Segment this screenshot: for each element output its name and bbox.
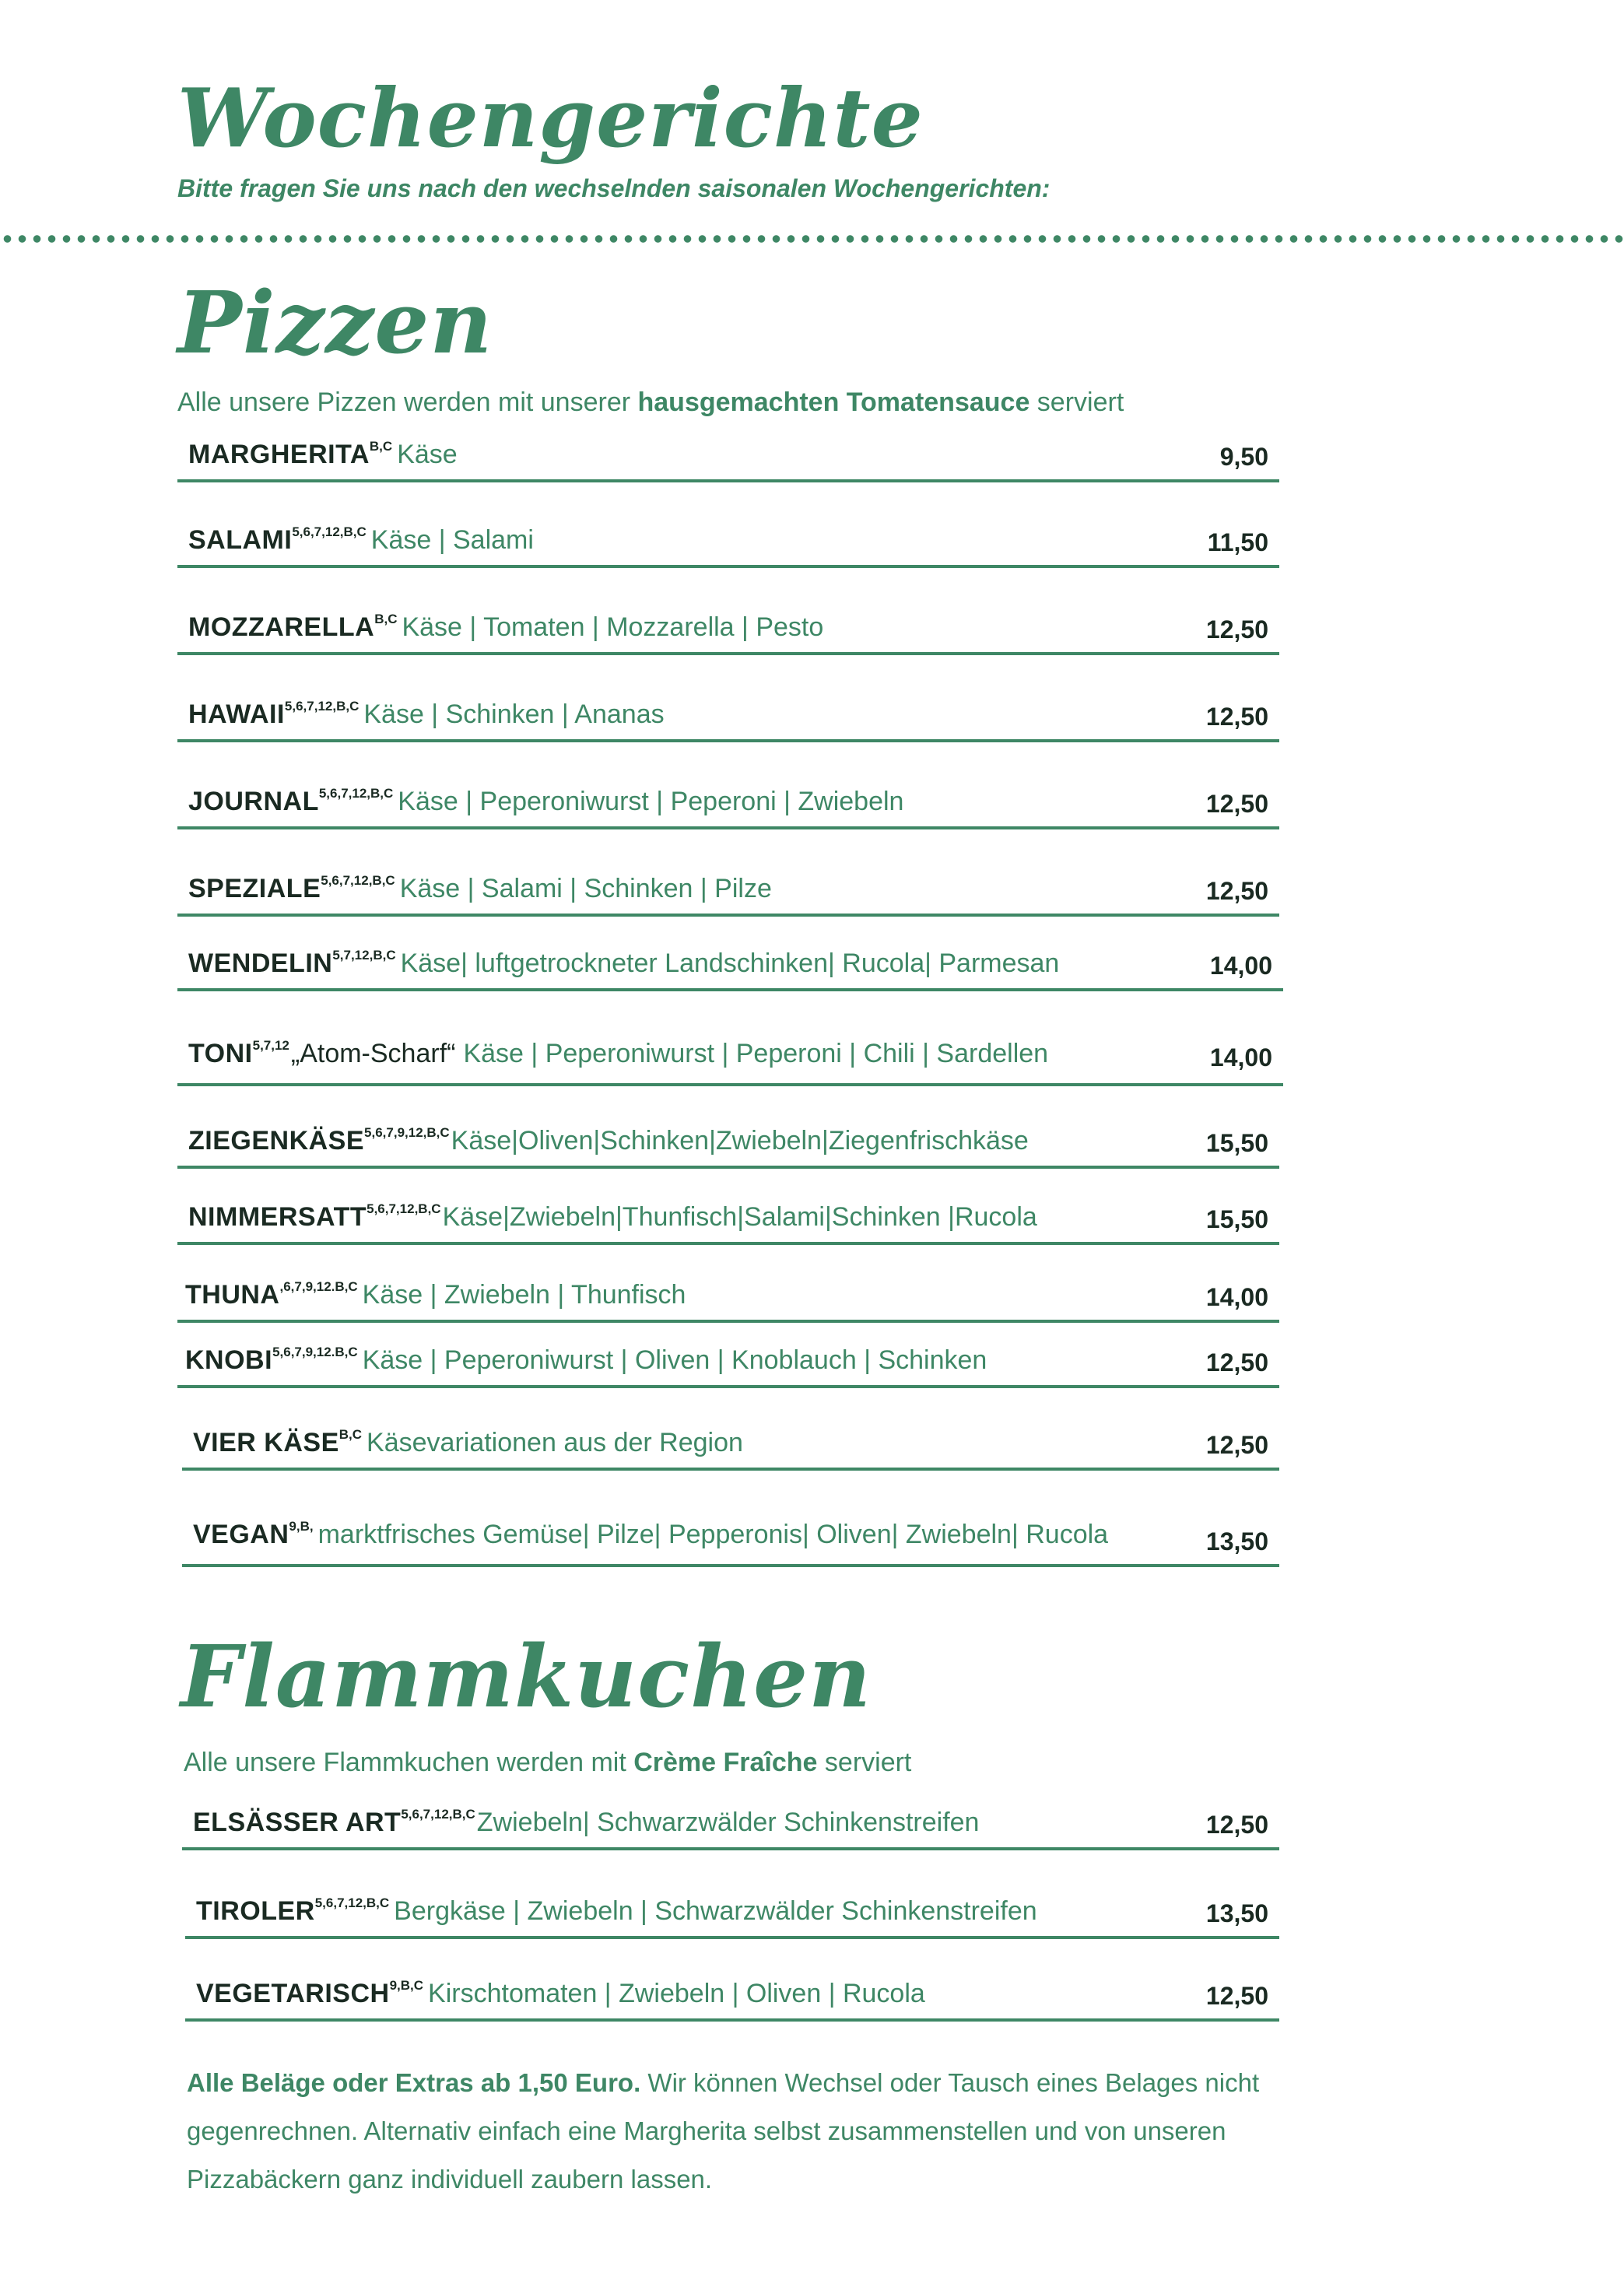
pizzen-intro-post: serviert (1029, 388, 1124, 417)
item-name: HAWAII (188, 700, 285, 729)
item-description: marktfrisches Gemüse| Pilze| Pepperonis| Oliven| Zwiebeln| Rucola (317, 1520, 1109, 1549)
item-allergens: ,6,7,9,12.B,C (279, 1279, 358, 1294)
item-description: Käse | Peperoniwurst | Peperoni | Chili | Sardellen (463, 1039, 1049, 1068)
item-name: TONI (188, 1039, 253, 1068)
item-price: 12,50 (1205, 1431, 1268, 1459)
item-allergens: 5,7,12,B,C (332, 948, 396, 963)
item-price: 12,50 (1205, 1811, 1268, 1839)
footer-note (187, 2059, 1307, 2204)
item-allergens: 5,6,7,12,B,C (314, 1895, 390, 1910)
flammkuchen-intro-post: serviert (817, 1748, 912, 1777)
pizzen-title: Pizzen (177, 272, 493, 373)
item-price: 9,50 (1219, 443, 1268, 471)
item-price: 15,50 (1205, 1129, 1268, 1157)
flammkuchen-intro-pre: Alle unsere Flammkuchen werden mit (184, 1748, 634, 1777)
item-description: Käse| luftgetrockneter Landschinken| Rucola| Parmesan (400, 949, 1060, 978)
item-name: ZIEGENKÄSE (188, 1126, 365, 1156)
item-name: ELSÄSSER ART (193, 1808, 402, 1837)
item-nickname: „Atom-Scharf“ (290, 1039, 456, 1068)
pizza-item (177, 1183, 1279, 1245)
item-description: Kirschtomaten | Zwiebeln | Oliven | Rucola (428, 1979, 925, 2008)
item-price: 12,50 (1205, 790, 1268, 818)
pizza-item (177, 929, 1283, 991)
pizza-item (177, 1105, 1279, 1169)
item-name: MOZZARELLA (188, 612, 375, 642)
pizza-item (177, 763, 1279, 829)
pizzen-intro-bold: hausgemachten Tomatensauce (637, 388, 1030, 417)
item-name: TIROLER (196, 1896, 315, 1926)
item-description: Zwiebeln| Schwarzwälder Schinkenstreifen (476, 1808, 980, 1837)
item-allergens: 5,7,12 (252, 1038, 289, 1053)
item-name: VEGAN (193, 1520, 289, 1549)
pizza-item (182, 1494, 1279, 1567)
item-name: JOURNAL (188, 787, 319, 816)
pizza-item (177, 1332, 1279, 1388)
item-price: 13,50 (1205, 1527, 1268, 1555)
item-allergens: 5,6,7,12,B,C (321, 873, 395, 888)
item-allergens: 9,B,C (389, 1978, 424, 1993)
item-name: NIMMERSATT (188, 1202, 367, 1232)
item-description: Bergkäse | Zwiebeln | Schwarzwälder Schinkenstreifen (394, 1896, 1037, 1926)
item-price: 13,50 (1205, 1899, 1268, 1927)
flammkuchen-item (185, 1956, 1279, 2022)
weekly-subtitle: Bitte fragen Sie uns nach den wechselnden saisonalen Wochengerichten: (177, 174, 1051, 202)
pizza-item (177, 1012, 1283, 1086)
item-price: 12,50 (1205, 877, 1268, 905)
item-price: 14,00 (1209, 952, 1272, 980)
pizza-item (177, 588, 1279, 655)
pizza-item (177, 420, 1279, 482)
item-name: THUNA (185, 1280, 280, 1310)
weekly-title: Wochengerichte (177, 70, 924, 166)
footer-text: Wir können Wechsel oder Tausch eines Belages nicht gegenrechnen. Alternativ einfach eine Margherita selbst zusammenstellen und von unseren Pizzabäckern ganz individuell zaubern lassen. (187, 2068, 1260, 2194)
item-price: 15,50 (1205, 1205, 1268, 1233)
item-price: 14,00 (1209, 1043, 1272, 1071)
flammkuchen-intro (184, 1748, 911, 1778)
item-price: 12,50 (1205, 615, 1268, 644)
item-allergens: B,C (374, 612, 398, 626)
pizza-item (177, 1259, 1279, 1323)
dotted-divider (0, 233, 1624, 244)
item-description: Käse | Peperoniwurst | Peperoni | Zwiebeln (398, 787, 904, 816)
pizza-item (182, 1407, 1279, 1471)
footer-bold: Alle Beläge oder Extras ab 1,50 Euro. (187, 2068, 641, 2097)
flammkuchen-item (182, 1787, 1279, 1850)
item-allergens: 5,6,7,12,B,C (401, 1807, 475, 1822)
item-description: Käse | Schinken | Ananas (363, 700, 665, 729)
item-description: Käse|Zwiebeln|Thunfisch|Salami|Schinken |Rucola (442, 1202, 1037, 1232)
item-description: Käse|Oliven|Schinken|Zwiebeln|Ziegenfrischkäse (451, 1126, 1029, 1156)
item-price: 11,50 (1207, 528, 1268, 556)
item-allergens: 5,6,7,9,12,B,C (364, 1125, 450, 1140)
pizzen-intro-pre: Alle unsere Pizzen werden mit unserer (177, 388, 638, 417)
item-price: 12,50 (1205, 1982, 1268, 2010)
item-description: Käse | Peperoniwurst | Oliven | Knoblauch | Schinken (362, 1345, 987, 1375)
item-name: MARGHERITA (188, 440, 370, 469)
item-allergens: 5,6,7,12,B,C (367, 1201, 441, 1216)
flammkuchen-intro-bold: Crème Fraîche (633, 1748, 818, 1777)
item-allergens: 5,6,7,12,B,C (284, 699, 360, 714)
pizzen-intro (177, 388, 1124, 418)
item-allergens: B,C (369, 439, 393, 454)
item-allergens: 9,B, (289, 1519, 314, 1534)
item-name: SALAMI (188, 525, 293, 555)
item-allergens: B,C (338, 1427, 363, 1442)
item-price: 14,00 (1205, 1283, 1268, 1311)
item-allergens: 5,6,7,9,12.B,C (272, 1345, 358, 1359)
item-description: Käse | Zwiebeln | Thunfisch (362, 1280, 686, 1310)
pizza-item (177, 503, 1279, 568)
item-description: Käsevariationen aus der Region (367, 1428, 743, 1457)
item-price: 12,50 (1205, 703, 1268, 731)
item-name: SPEZIALE (188, 874, 321, 903)
flammkuchen-title: Flammkuchen (181, 1626, 872, 1727)
item-name: KNOBI (185, 1345, 273, 1375)
flammkuchen-item (185, 1874, 1279, 1939)
item-description: Käse | Salami | Schinken | Pilze (399, 874, 772, 903)
pizza-item (177, 850, 1279, 917)
item-name: VEGETARISCH (196, 1979, 390, 2008)
item-name: VIER KÄSE (193, 1428, 339, 1457)
pizza-item (177, 675, 1279, 742)
item-price: 12,50 (1205, 1348, 1268, 1376)
item-description: Käse (397, 440, 458, 469)
item-description: Käse | Salami (370, 525, 534, 555)
item-name: WENDELIN (188, 949, 333, 978)
item-allergens: 5,6,7,12,B,C (292, 524, 367, 539)
item-allergens: 5,6,7,12,B,C (318, 786, 394, 801)
item-description: Käse | Tomaten | Mozzarella | Pesto (402, 612, 824, 642)
